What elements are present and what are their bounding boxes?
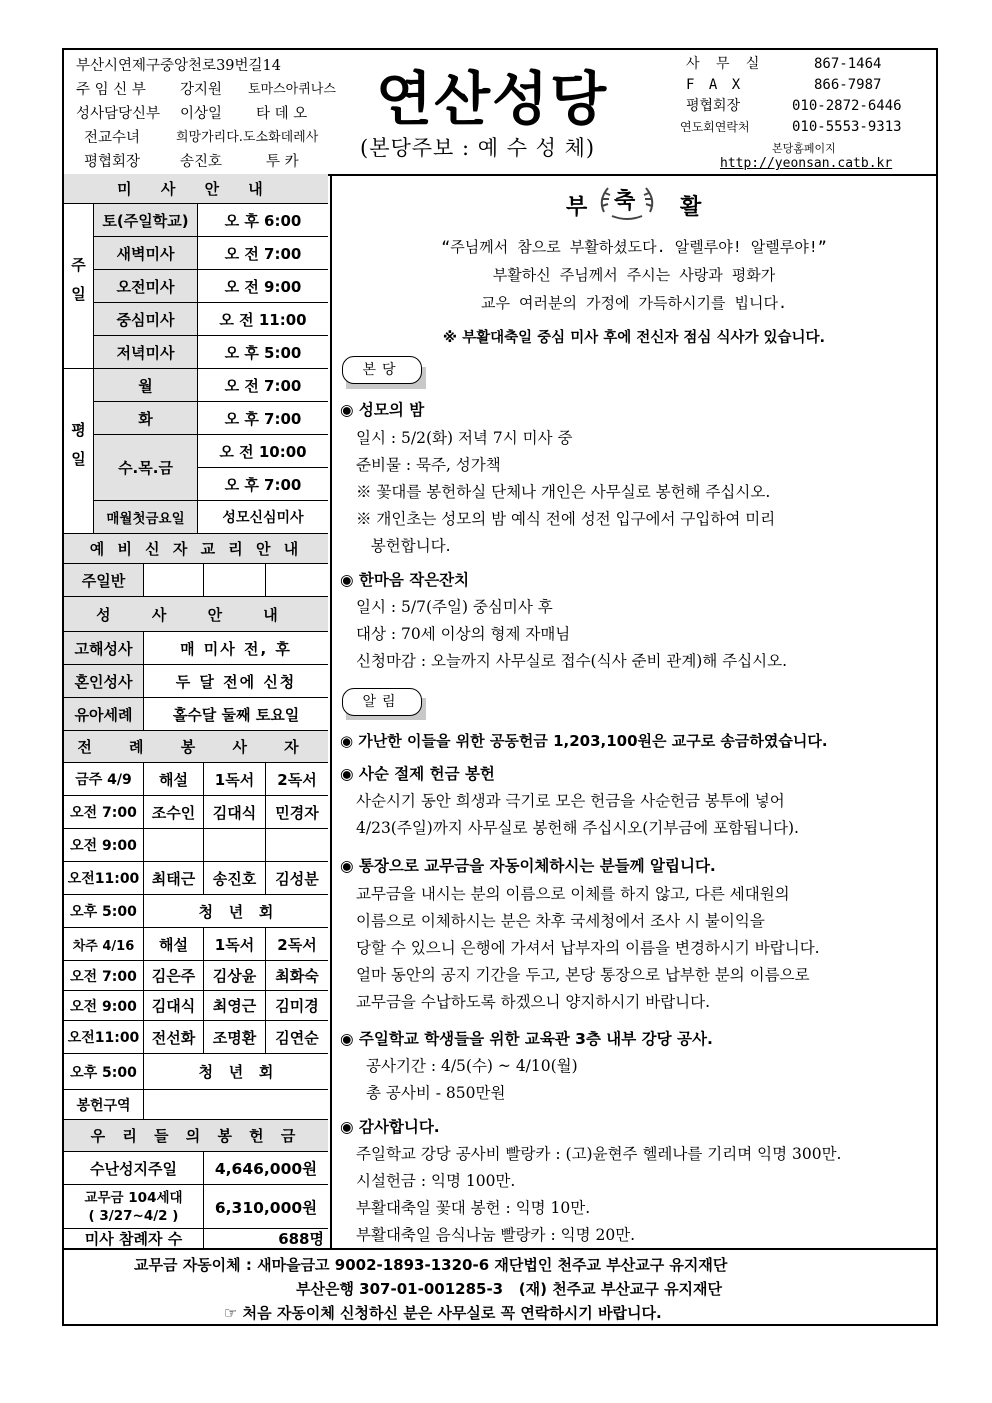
server-name: 김성분 xyxy=(266,862,328,895)
contact-value: 866-7987 xyxy=(814,77,882,93)
easter-line: 교우 여러분의 가정에 가득하시기를 빕니다. xyxy=(481,294,787,312)
bulletin-frame xyxy=(62,48,938,1326)
mass-name: 오전미사 xyxy=(94,270,198,303)
easter-line: 부활하신 주님께서 주시는 사랑과 평화가 xyxy=(492,266,776,284)
offering-area-value xyxy=(144,1090,328,1120)
footer-line: 교무금 자동이체 : 새마을금고 9002-1893-1320-6 재단법인 천주교 부산교구 유지재단 xyxy=(134,1256,728,1274)
mass-time: 오 후 6:00 xyxy=(198,204,328,237)
easter-title xyxy=(332,182,936,222)
notice-line: 일시 : 5/7(주일) 중심미사 후 xyxy=(356,598,553,616)
offering-area-label: 봉헌구역 xyxy=(64,1090,144,1120)
offering-name: 교무금 104세대 xyxy=(84,1189,183,1206)
offering-period: ( 3/27~4/2 ) xyxy=(88,1207,179,1224)
notice-heading: ◉ 성모의 밤 xyxy=(340,401,425,419)
server-time: 오후 5:00 xyxy=(64,1054,144,1090)
easter-title-right: 활 xyxy=(680,194,702,220)
sacrament-heading: 성 사 안 내 xyxy=(64,597,328,632)
easter-title-left: 부 xyxy=(566,194,588,220)
server-name: 김은주 xyxy=(144,961,204,991)
staff-baptism: 희망가리다.도소화데레사 xyxy=(176,130,319,145)
mass-name: 저녁미사 xyxy=(94,336,198,369)
contact-label: 평협회장 xyxy=(686,98,741,114)
staff-role: 전교수녀 xyxy=(84,130,141,146)
contact-label: 연도회연락처 xyxy=(680,120,750,134)
role-header: 해설 xyxy=(144,763,204,796)
mass-name: 새벽미사 xyxy=(94,237,198,270)
footer xyxy=(64,1248,936,1326)
notice-line: 시설헌금 : 익명 100만. xyxy=(356,1172,516,1190)
notice-line: 봉헌합니다. xyxy=(356,537,451,555)
server-name: 최영근 xyxy=(204,991,266,1021)
parish-tag: 본당 xyxy=(342,356,422,384)
server-name: 조명환 xyxy=(204,1021,266,1054)
notice-line: 대상 : 70세 이상의 형제 자매님 xyxy=(356,625,571,643)
contact-value: 010-5553-9313 xyxy=(792,119,902,135)
easter-note: ※ 부활대축일 중심 미사 후에 전신자 점심 식사가 있습니다. xyxy=(442,330,826,346)
mass-time: 성모신심미사 xyxy=(198,501,328,534)
catechumen-label: 주일반 xyxy=(64,564,144,597)
sacrament-name: 혼인성사 xyxy=(64,665,144,698)
catechumen-heading: 예 비 신 자 교 리 안 내 xyxy=(64,534,328,564)
server-name: 송진호 xyxy=(204,862,266,895)
notice-heading: ◉ 한마음 작은잔치 xyxy=(340,571,470,589)
address: 부산시연제구중앙천로39번길14 xyxy=(76,58,281,74)
bulletin-subtitle: (본당주보 : 예 수 성 체) xyxy=(360,136,596,160)
staff-name: 송진호 xyxy=(180,154,223,170)
server-name xyxy=(204,829,266,862)
server-time: 오전 7:00 xyxy=(64,961,144,991)
notice-line: 준비물 : 묵주, 성가책 xyxy=(356,456,501,474)
catechumen-cell xyxy=(144,564,204,597)
offering-name: 미사 참례자 수 xyxy=(64,1229,204,1248)
notice-line: 교무금을 수납하도록 하겠으니 양지하시기 바랍니다. xyxy=(356,993,711,1011)
offering-value: 688명 xyxy=(278,1230,324,1248)
mass-time: 오 후 5:00 xyxy=(198,336,328,369)
notice-line: 공사기간 : 4/5(수) ~ 4/10(월) xyxy=(366,1057,578,1075)
contact-label: F A X xyxy=(686,77,744,93)
mass-name: 화 xyxy=(94,402,198,435)
notice-heading: ◉ 가난한 이들을 위한 공동헌금 1,203,100원은 교구로 송금하였습니다. xyxy=(340,732,828,750)
sacrament-value: 두 달 전에 신청 xyxy=(144,665,328,698)
role-header: 해설 xyxy=(144,928,204,961)
server-time: 오전 7:00 xyxy=(64,796,144,829)
contact-info xyxy=(680,54,936,171)
server-name: 최태근 xyxy=(144,862,204,895)
notice-line: 총 공사비 - 850만원 xyxy=(366,1084,506,1102)
mass-time: 오 전 9:00 xyxy=(198,270,328,303)
offering-value: 4,646,000원 xyxy=(204,1152,328,1185)
staff-role: 주 임 신 부 xyxy=(76,82,146,98)
offering-name-multiline xyxy=(64,1185,204,1229)
server-time: 오전 9:00 xyxy=(64,991,144,1021)
mass-name: 중심미사 xyxy=(94,303,198,336)
notice-line: 부활대축일 꽃대 봉헌 : 익명 10만. xyxy=(356,1199,591,1217)
server-name: 김미경 xyxy=(266,991,328,1021)
mass-name: 월 xyxy=(94,369,198,402)
mass-time: 오 후 7:00 xyxy=(198,468,328,501)
server-time: 오전11:00 xyxy=(64,862,144,895)
staff-baptism: 투 카 xyxy=(266,154,299,170)
week-label: 금주 4/9 xyxy=(64,763,144,796)
notice-line: 교무금을 내시는 분의 이름으로 이체를 하지 않고, 다른 세대원의 xyxy=(356,885,790,903)
sacrament-name: 유아세례 xyxy=(64,698,144,731)
sacrament-name: 고해성사 xyxy=(64,632,144,665)
footer-line: ☞ 처음 자동이체 신청하신 분은 사무실로 꼭 연락하시기 바랍니다. xyxy=(224,1304,662,1322)
server-name xyxy=(266,829,328,862)
left-info-table xyxy=(64,174,332,1248)
offering-name: 수난성지주일 xyxy=(64,1152,204,1185)
mass-time: 오 전 10:00 xyxy=(198,435,328,468)
mass-time: 오 전 11:00 xyxy=(198,303,328,336)
easter-title-mid: 축 xyxy=(614,188,636,214)
server-name: 민경자 xyxy=(266,796,328,829)
staff-baptism: 타 데 오 xyxy=(256,106,308,122)
server-time: 오후 5:00 xyxy=(64,895,144,928)
server-name xyxy=(144,829,204,862)
sunday-label: 주일 xyxy=(64,204,94,369)
server-name: 김대식 xyxy=(204,796,266,829)
mass-time: 오 전 7:00 xyxy=(198,369,328,402)
footer-line: 부산은행 307-01-001285-3 (재) 천주교 부산교구 유지재단 xyxy=(296,1280,723,1298)
contact-value: 867-1464 xyxy=(814,56,882,72)
role-header: 1독서 xyxy=(204,763,266,796)
notice-line: 신청마감 : 오늘까지 사무실로 접수(식사 준비 관계)해 주십시오. xyxy=(356,652,788,670)
server-time: 오전 9:00 xyxy=(64,829,144,862)
notice-line: 얼마 동안의 공지 기간을 두고, 본당 통장으로 납부한 분의 이름으로 xyxy=(356,966,810,984)
servers-heading: 전 례 봉 사 자 xyxy=(64,731,328,763)
server-name: 김상윤 xyxy=(204,961,266,991)
weekday-label: 평일 xyxy=(64,369,94,534)
notice-line: 이름으로 이체하시는 분은 차후 국세청에서 조사 시 불이익을 xyxy=(356,912,765,930)
notice-heading: ◉ 주일학교 학생들을 위한 교육관 3층 내부 강당 공사. xyxy=(340,1030,713,1048)
notice-heading: ◉ 통장으로 교무금을 자동이체하시는 분들께 알립니다. xyxy=(340,857,716,875)
mass-name: 토(주일학교) xyxy=(94,204,198,237)
homepage-label: 본당홈페이지 xyxy=(772,142,836,155)
parish-title: 연산성당 xyxy=(376,65,609,133)
easter-line: “주님께서 참으로 부활하셨도다. 알렐루야! 알렐루야!” xyxy=(441,238,827,256)
catechumen-cell xyxy=(266,564,328,597)
mass-time: 오 후 7:00 xyxy=(198,402,328,435)
staff-baptism: 토마스아퀴나스 xyxy=(248,82,336,97)
notice-line: 부활대축일 음식나눔 빨랑카 : 익명 20만. xyxy=(356,1226,636,1244)
role-header: 2독서 xyxy=(266,928,328,961)
server-group: 청 년 회 xyxy=(144,895,328,928)
offering-value: 6,310,000원 xyxy=(204,1185,328,1229)
main-content xyxy=(332,174,936,1248)
mass-name: 수.목.금 xyxy=(94,435,198,501)
mass-name: 매월첫금요일 xyxy=(94,501,198,534)
notice-heading: ◉ 사순 절제 헌금 봉헌 xyxy=(340,765,495,783)
offerings-heading: 우 리 들 의 봉 헌 금 xyxy=(64,1120,328,1152)
staff-role: 성사담당신부 xyxy=(76,106,161,122)
notice-line: 4/23(주일)까지 사무실로 봉헌해 주십시오(기부금에 포함됩니다). xyxy=(356,819,799,837)
week-label: 차주 4/16 xyxy=(64,928,144,961)
notice-line: ※ 꽃대를 봉헌하실 단체나 개인은 사무실로 봉헌해 주십시오. xyxy=(356,483,771,501)
notice-heading: ◉ 감사합니다. xyxy=(340,1118,440,1136)
server-name: 전선화 xyxy=(144,1021,204,1054)
mass-time: 오 전 7:00 xyxy=(198,237,328,270)
role-header: 1독서 xyxy=(204,928,266,961)
server-time: 오전11:00 xyxy=(64,1021,144,1054)
staff-info xyxy=(70,54,340,174)
notice-line: ※ 개인초는 성모의 밤 예식 전에 성전 입구에서 구입하여 미리 xyxy=(356,510,776,528)
mass-heading: 미 사 안 내 xyxy=(64,174,328,204)
staff-role: 평협회장 xyxy=(84,154,141,170)
server-name: 최화숙 xyxy=(266,961,328,991)
staff-name: 이상일 xyxy=(180,106,223,122)
role-header: 2독서 xyxy=(266,763,328,796)
notice-line: 일시 : 5/2(화) 저녁 7시 미사 중 xyxy=(356,429,573,447)
server-group: 청 년 회 xyxy=(144,1054,328,1090)
notice-line: 주일학교 강당 공사비 빨랑카 : (고)윤현주 헬레나를 기리며 익명 300만. xyxy=(356,1145,842,1163)
server-name: 김연순 xyxy=(266,1021,328,1054)
notice-line: 당할 수 있으니 은행에 가셔서 납부자의 이름을 변경하시기 바랍니다. xyxy=(356,939,820,957)
server-name: 조수인 xyxy=(144,796,204,829)
contact-value: 010-2872-6446 xyxy=(792,98,902,114)
staff-name: 강지원 xyxy=(180,82,223,98)
catechumen-cell xyxy=(204,564,266,597)
sacrament-value: 홀수달 둘째 토요일 xyxy=(144,698,328,731)
notice-tag: 알림 xyxy=(342,688,422,716)
homepage-link[interactable]: http://yeonsan.catb.kr xyxy=(720,156,893,171)
server-name: 김대식 xyxy=(144,991,204,1021)
notice-line: 사순시기 동안 희생과 극기로 모은 헌금을 사순헌금 봉투에 넣어 xyxy=(356,792,785,810)
contact-label: 사 무 실 xyxy=(686,56,764,72)
header xyxy=(64,50,936,176)
sacrament-value: 매 미사 전, 후 xyxy=(144,632,328,665)
